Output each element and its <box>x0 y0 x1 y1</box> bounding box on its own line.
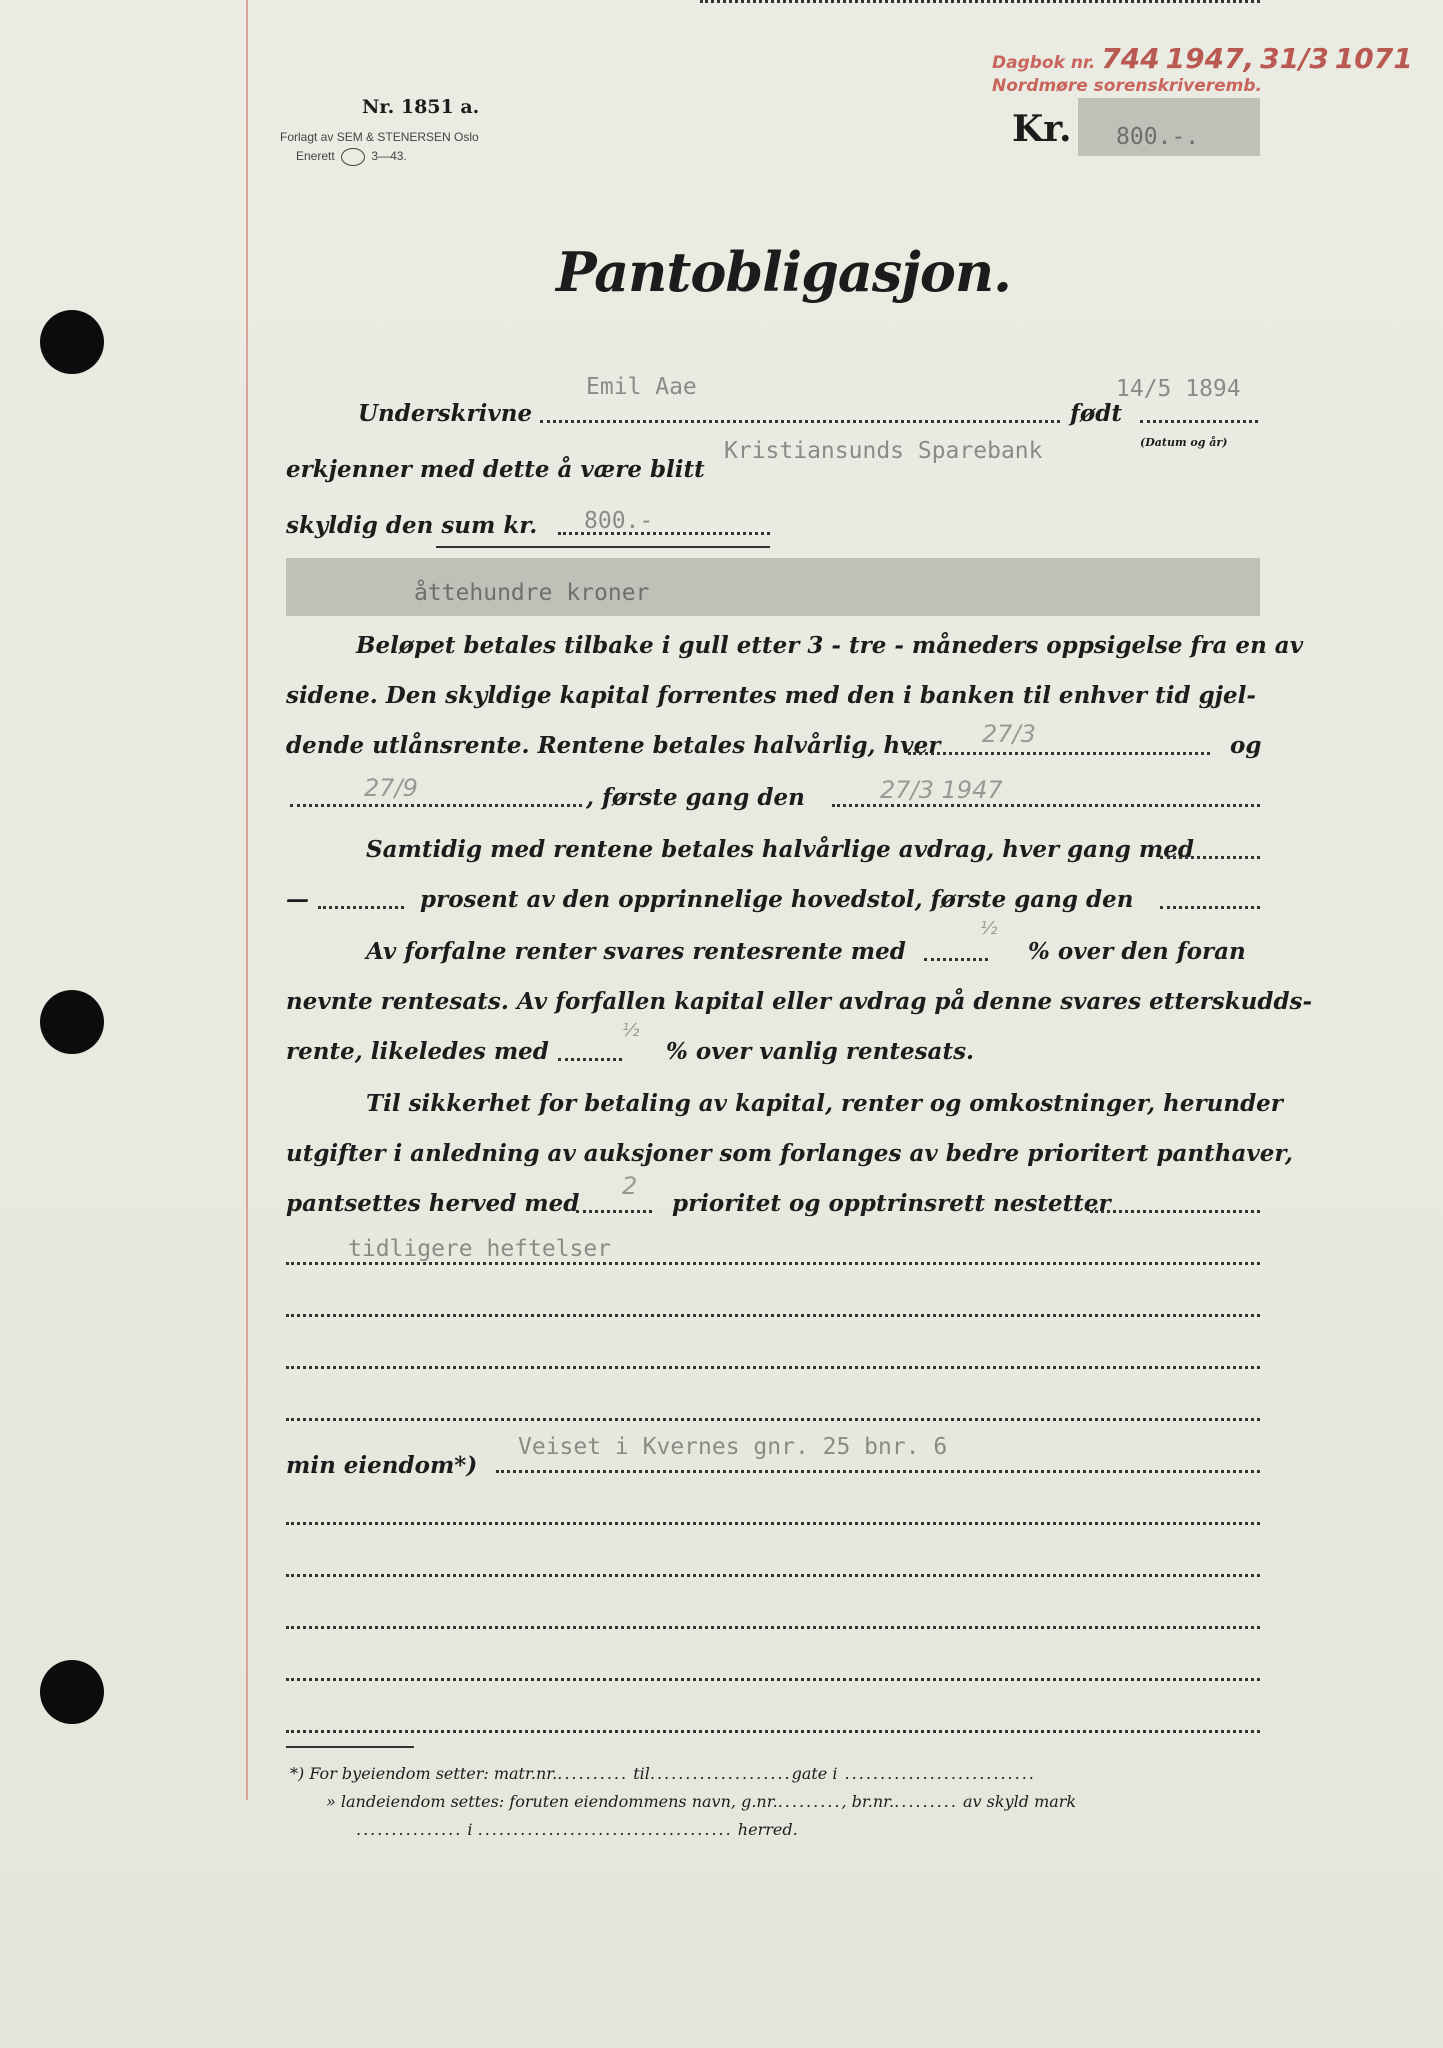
creditor-dotted-line <box>700 0 1260 3</box>
rate-2: ½ <box>622 1020 640 1041</box>
debtor-name: Emil Aae <box>586 374 697 400</box>
amount-underline <box>436 546 770 548</box>
priority-number: 2 <box>622 1172 638 1200</box>
footnote-2c: av skyld mark <box>963 1792 1077 1811</box>
footnote-line-3: ............... i .................................... herred. <box>356 1820 798 1839</box>
blank-line-3 <box>286 1366 1260 1369</box>
property-dotted <box>496 1470 1260 1473</box>
amount-figures: 800.- <box>584 508 654 534</box>
p3-line-3b: % over vanlig rentesats. <box>666 1038 975 1065</box>
journal-stamp-line-1 <box>992 42 1413 75</box>
rate-1-dotted <box>924 958 988 961</box>
rate-1: ½ <box>980 918 998 939</box>
birth-date: 14/5 1894 <box>1116 376 1241 402</box>
forste-gang-label: , første gang den <box>586 784 805 811</box>
punch-hole-top <box>40 310 104 374</box>
first-payment-date: 27/3 1947 <box>880 776 1003 804</box>
stamp-number: 744 <box>1101 42 1160 75</box>
punch-hole-middle <box>40 990 104 1054</box>
p3-line-1b: % over den foran <box>1028 938 1246 965</box>
footnote-1c: gate i <box>791 1764 838 1783</box>
p1-line-2: sidene. Den skyldige kapital forrentes med den i banken til enhver tid gjel- <box>286 682 1256 709</box>
erkjenner-label: erkjenner med dette å være blitt <box>286 456 705 483</box>
amount-dotted-line <box>558 532 770 535</box>
p4-line-3a: pantsettes herved med <box>286 1190 580 1217</box>
p3-line-2: nevnte rentesats. Av forfallen kapital eller avdrag på denne svares etterskudds- <box>286 988 1313 1015</box>
interest-date-1: 27/3 <box>982 720 1036 748</box>
p2-line-1: Samtidig med rentene betales halvårlige avdrag, hver gang med <box>366 836 1194 863</box>
first-date-dotted <box>832 804 1260 807</box>
skyldig-label: skyldig den sum kr. <box>286 512 538 539</box>
kr-label: Kr. <box>1012 108 1072 150</box>
blank-line-5 <box>286 1522 1260 1525</box>
priority-dotted <box>576 1210 652 1213</box>
footnote-rule <box>286 1746 414 1748</box>
publisher-city: Oslo <box>454 130 479 144</box>
punch-hole-bottom <box>40 1660 104 1724</box>
publisher-line-1 <box>280 130 479 144</box>
form-number: Nr. 1851 a. <box>362 96 480 118</box>
creditor-name: Kristiansunds Sparebank <box>724 438 1043 464</box>
stamp-code: 1071 <box>1334 42 1413 75</box>
p4-dotted-tail <box>1090 1210 1260 1213</box>
interest-date-1-dotted <box>908 752 1210 755</box>
publisher-line-2 <box>296 148 407 166</box>
amount-words: åttehundre kroner <box>414 580 650 606</box>
interest-date-2: 27/9 <box>364 774 418 802</box>
property-description: Veiset i Kvernes gnr. 25 bnr. 6 <box>518 1434 948 1460</box>
eiendom-label: min eiendom*) <box>286 1452 478 1479</box>
footnote-3b: herred. <box>737 1820 798 1839</box>
footnote-3a: i <box>467 1820 473 1839</box>
p1-line-3: dende utlånsrente. Rentene betales halvårlig, hver <box>286 732 941 759</box>
blank-line-1 <box>286 1262 1260 1265</box>
fodt-label: født <box>1070 400 1122 427</box>
footnote-line-2: » landeiendom settes: foruten eiendommens navn, g.nr.........., br.nr.......... av skyld mark <box>326 1792 1077 1811</box>
stamp-label: Dagbok nr. <box>992 53 1096 73</box>
stamp-date: 31/3 <box>1260 42 1329 75</box>
underskrivne-label: Underskrivne <box>358 400 533 427</box>
blank-line-8 <box>286 1678 1260 1681</box>
prior-liens: tidligere heftelser <box>348 1236 612 1262</box>
rate-2-dotted <box>558 1058 622 1061</box>
p2-dotted-3 <box>1160 906 1260 909</box>
og-label: og <box>1230 732 1262 759</box>
footnote-line-1: *) For byeiendom setter: matr.nr........... til....................gate i ........................... <box>290 1764 1036 1783</box>
p2-dotted-2 <box>318 906 404 909</box>
birth-dotted-line <box>1140 420 1258 423</box>
publisher-rights: Enerett <box>296 149 335 164</box>
kr-amount: 800.-. <box>1116 124 1200 150</box>
p4-line-2: utgifter i anledning av auksjoner som forlanges av bedre prioritert panthaver, <box>286 1140 1293 1167</box>
p1-line-1: Beløpet betales tilbake i gull etter 3 - tre - måneders oppsigelse fra en av <box>356 632 1304 659</box>
footnote-1a: *) For byeiendom setter: matr.nr. <box>290 1764 558 1783</box>
p2-line-2: prosent av den opprinnelige hovedstol, første gang den <box>420 886 1134 913</box>
blank-line-4 <box>286 1418 1260 1421</box>
p2-dotted-1 <box>1160 856 1260 859</box>
p2-dash: — <box>286 886 309 913</box>
p3-line-1a: Av forfalne renter svares rentesrente med <box>366 938 906 965</box>
publisher-date: 3—43. <box>371 149 407 164</box>
footnote-2b: , br.nr. <box>841 1792 895 1811</box>
publisher-name: Forlagt av SEM & STENERSEN <box>280 130 455 144</box>
blank-line-6 <box>286 1574 1260 1577</box>
publisher-seal-icon <box>341 148 365 166</box>
journal-stamp-line-2: Nordmøre sorenskriveremb. <box>992 76 1262 96</box>
document-title: Pantobligasjon. <box>556 240 1011 304</box>
interest-date-2-dotted <box>290 804 582 807</box>
margin-rule <box>246 0 248 1800</box>
p4-line-3b: prioritet og opptrinsrett nestetter <box>672 1190 1111 1217</box>
blank-line-9 <box>286 1730 1260 1733</box>
name-dotted-line <box>540 420 1060 423</box>
blank-line-7 <box>286 1626 1260 1629</box>
p3-line-3a: rente, likeledes med <box>286 1038 549 1065</box>
stamp-year: 1947, <box>1165 42 1255 75</box>
footnote-2a: » landeiendom settes: foruten eiendommens navn, g.nr. <box>326 1792 778 1811</box>
footnote-1b: til <box>633 1764 650 1783</box>
blank-line-2 <box>286 1314 1260 1317</box>
p4-line-1: Til sikkerhet for betaling av kapital, renter og omkostninger, herunder <box>366 1090 1283 1117</box>
datum-label: (Datum og år) <box>1140 436 1228 449</box>
